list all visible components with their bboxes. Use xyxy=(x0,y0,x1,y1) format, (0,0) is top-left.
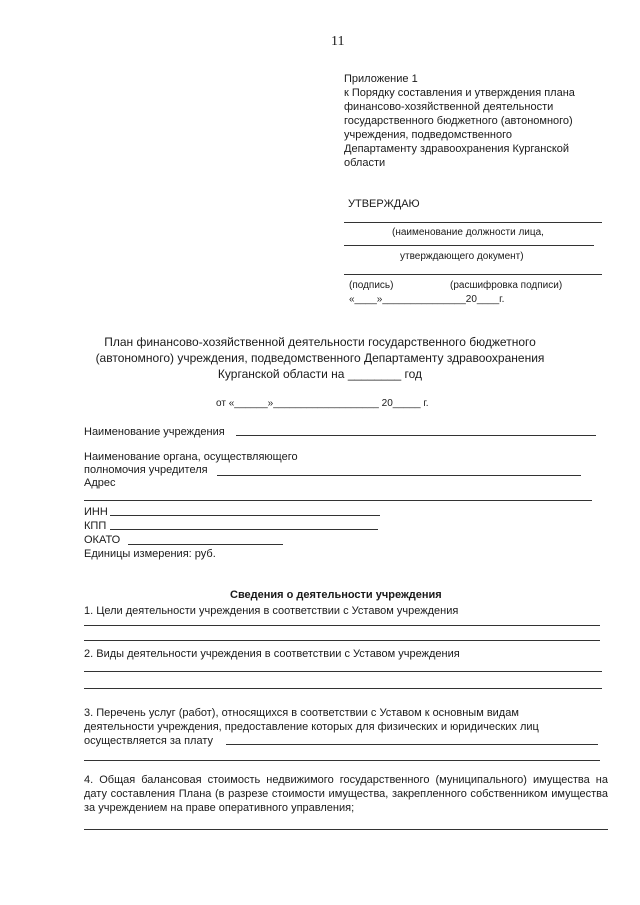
appendix-block xyxy=(344,72,575,170)
item-4-field[interactable] xyxy=(84,829,608,830)
appendix-line: финансово-хозяйственной деятельности xyxy=(344,101,554,113)
appendix-line: государственного бюджетного (автономного) xyxy=(344,115,573,127)
appendix-line: Приложение 1 xyxy=(344,73,418,85)
appendix-line: к Порядку составления и утверждения плана xyxy=(344,87,575,99)
item-3-line3: осуществляется за плату xyxy=(84,735,213,747)
item-3-line1: 3. Перечень услуг (работ), относящихся в соответствии с Уставом к основным видам xyxy=(84,707,519,719)
item-3-field[interactable] xyxy=(84,760,600,761)
position-caption: (наименование должности лица, xyxy=(392,227,544,238)
document-line[interactable] xyxy=(344,245,594,246)
title-line: (автономного) учреждения, подведомственного Департаменту здравоохранения xyxy=(95,351,545,365)
inn-label: ИНН xyxy=(84,506,108,518)
page-number: 11 xyxy=(331,34,345,49)
title-line: Курганской области на ________ год xyxy=(217,367,423,381)
units-label: Единицы измерения: руб. xyxy=(84,548,216,560)
item-1-field[interactable] xyxy=(84,625,600,626)
founder-label-line2: полномочия учредителя xyxy=(84,464,208,476)
item-1: 1. Цели деятельности учреждения в соответствии с Уставом учреждения xyxy=(84,605,459,617)
appendix-line: области xyxy=(344,157,386,169)
okato-field[interactable] xyxy=(128,544,283,545)
kpp-field[interactable] xyxy=(110,529,378,530)
item-1-field[interactable] xyxy=(84,640,600,641)
document-title xyxy=(60,334,580,382)
appendix-line: Департаменту здравоохранения Курганской xyxy=(344,143,570,155)
approval-date: «____»_______________20____г. xyxy=(349,294,505,305)
item-4: 4. Общая балансовая стоимость недвижимого государственного (муниципального) имущества на дату составления Плана (в разрезе стоимости имущества, закрепленного собственником имущества за учреждением на праве оперативного управления; xyxy=(84,774,608,814)
item-2-field[interactable] xyxy=(84,688,602,689)
inn-field[interactable] xyxy=(110,515,380,516)
item-3-line2: деятельности учреждения, предоставление которых для физических и юридических лиц xyxy=(84,721,539,733)
signature-line[interactable] xyxy=(344,274,602,275)
address-field[interactable] xyxy=(84,500,592,501)
founder-field[interactable] xyxy=(217,475,581,476)
title-line: План финансово-хозяйственной деятельности государственного бюджетного xyxy=(104,335,536,349)
approve-label: УТВЕРЖДАЮ xyxy=(348,198,420,210)
item-3-field[interactable] xyxy=(226,744,598,745)
section-heading: Сведения о деятельности учреждения xyxy=(230,589,442,601)
position-line[interactable] xyxy=(344,222,602,223)
institution-name-label: Наименование учреждения xyxy=(84,426,225,438)
okato-label: ОКАТО xyxy=(84,534,121,546)
document-caption: утверждающего документ) xyxy=(400,251,524,262)
plan-date: от «______»___________________ 20_____ г. xyxy=(216,398,429,409)
item-2-field[interactable] xyxy=(84,671,602,672)
founder-label-line1: Наименование органа, осуществляющего xyxy=(84,451,298,463)
decoding-caption: (расшифровка подписи) xyxy=(450,280,563,291)
address-label: Адрес xyxy=(84,477,116,489)
item-2: 2. Виды деятельности учреждения в соответствии с Уставом учреждения xyxy=(84,648,460,660)
appendix-line: учреждения, подведомственного xyxy=(344,129,513,141)
signature-caption: (подпись) xyxy=(349,280,394,291)
institution-name-field[interactable] xyxy=(236,435,596,436)
kpp-label: КПП xyxy=(84,520,107,532)
